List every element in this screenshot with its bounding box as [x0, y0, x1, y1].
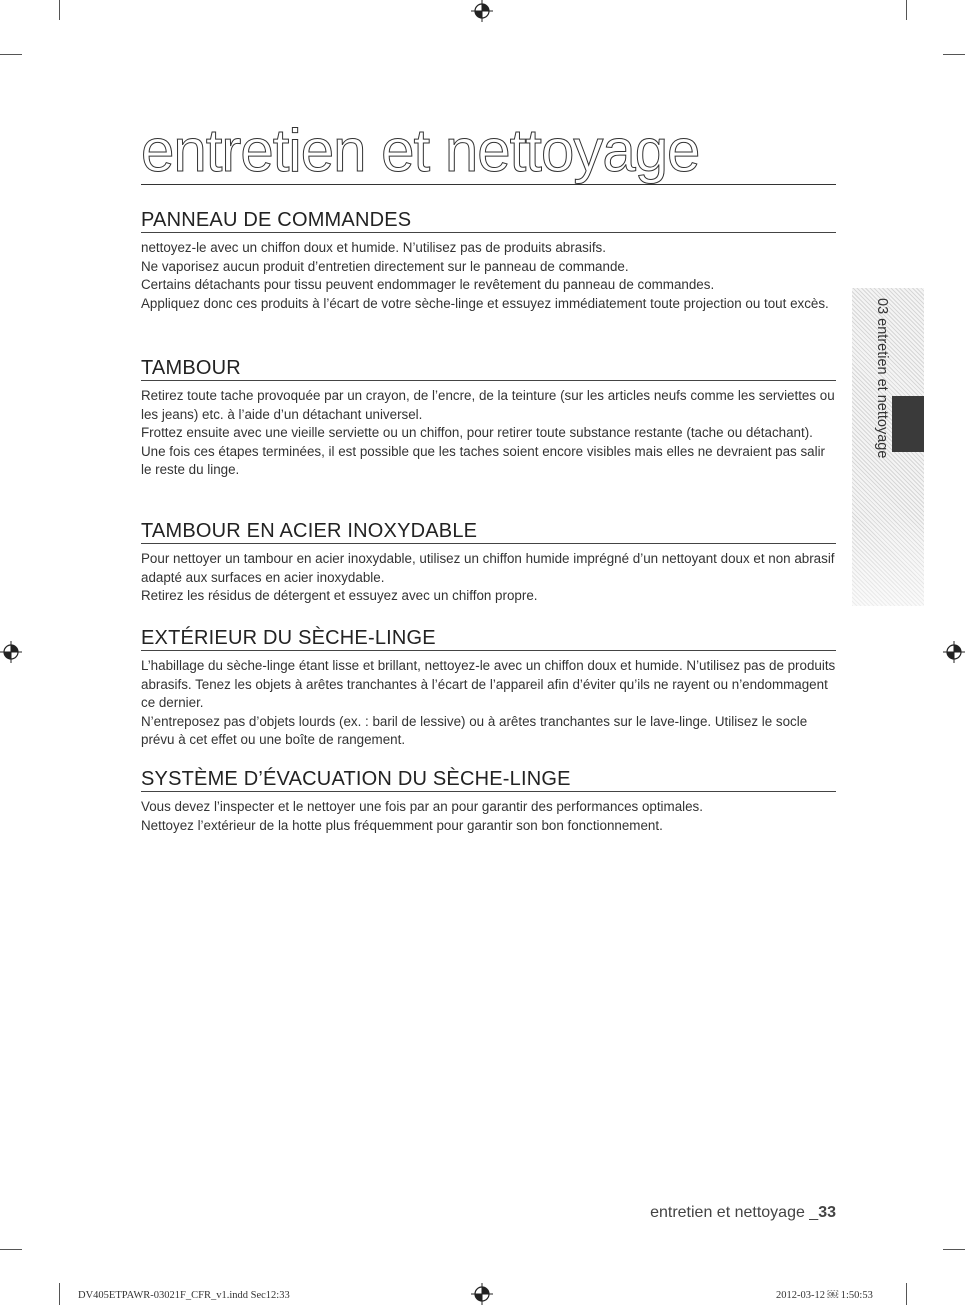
crop-mark [906, 1283, 907, 1305]
paragraph: Retirez toute tache provoquée par un crayon, de l’encre, de la teinture (sur les articles neufs comme les serviettes ou les jeans) etc. à l’aide d’un détachant universel. [141, 388, 835, 422]
section-heading: TAMBOUR EN ACIER INOXYDABLE [141, 520, 836, 544]
crop-mark [0, 54, 22, 55]
crop-mark [943, 54, 965, 55]
paragraph: Appliquez donc ces produits à l’écart de votre sèche-linge et essuyez immédiatement toute projection ou tout excès. [141, 295, 829, 311]
registration-mark-icon [471, 0, 493, 22]
section-tambour-acier-inoxydable [141, 520, 836, 606]
paragraph: Nettoyez l’extérieur de la hotte plus fréquemment pour garantir son bon fonctionnement. [141, 817, 663, 833]
page-number: 33 [818, 1204, 836, 1221]
crop-mark [59, 0, 60, 20]
print-slug-filename: DV405ETPAWR-03021F_CFR_v1.indd Sec12:33 [78, 1290, 290, 1301]
page-footer [600, 1204, 836, 1222]
section-panneau-de-commandes [141, 209, 836, 313]
section-heading: PANNEAU DE COMMANDES [141, 209, 836, 233]
section-exterieur-seche-linge [141, 627, 836, 750]
chapter-side-tab [852, 288, 924, 606]
chapter-title: entretien et nettoyage [141, 118, 836, 185]
paragraph: N’entreposez pas d’objets lourds (ex. : baril de lessive) ou à arêtes tranchantes sur le lave-linge. Utilisez le socle prévu à cet effet ou une boîte de rangement. [141, 713, 808, 748]
paragraph: Pour nettoyer un tambour en acier inoxydable, utilisez un chiffon humide imprégné d’un nettoyant doux et non abrasif adapté aux surfaces en acier inoxydable. [141, 551, 835, 585]
paragraph: Une fois ces étapes terminées, il est possible que les taches soient encore visibles mais elles ne devraient pas salir le reste du linge. [141, 443, 826, 478]
paragraph: nettoyez-le avec un chiffon doux et humide. N’utilisez pas de produits abrasifs. [141, 240, 606, 255]
registration-mark-icon [0, 641, 22, 663]
side-tab-label: 03 entretien et nettoyage [874, 298, 890, 459]
registration-mark-icon [471, 1283, 493, 1305]
tab-fade [852, 516, 924, 606]
print-slug-timestamp: 2012-03-12 ￼ 1:50:53 [776, 1290, 873, 1301]
section-heading: TAMBOUR [141, 357, 836, 381]
paragraph: Frottez ensuite avec une vieille serviette ou un chiffon, pour retirer toute substance restante (tache ou détachant). [141, 425, 813, 441]
paragraph: L’habillage du sèche-linge étant lisse et brillant, nettoyez-le avec un chiffon doux et humide. N’utilisez pas de produits abrasifs. Tenez les objets à arêtes tranchantes à l’écart de l’appareil afin d’éviter qu’ils ne rayent ou n’endommagent ce dernier. [141, 658, 836, 711]
section-systeme-evacuation [141, 768, 836, 835]
crop-mark [59, 1283, 60, 1305]
crop-mark [906, 0, 907, 20]
paragraph: Vous devez l’inspecter et le nettoyer une fois par an pour garantir des performances optimales. [141, 799, 703, 814]
tab-marker [892, 396, 924, 452]
registration-mark-icon [943, 641, 965, 663]
section-heading: SYSTÈME D’ÉVACUATION DU SÈCHE-LINGE [141, 768, 836, 792]
section-heading: EXTÉRIEUR DU SÈCHE-LINGE [141, 627, 836, 651]
crop-mark [943, 1249, 965, 1250]
section-tambour [141, 357, 836, 480]
paragraph: Ne vaporisez aucun produit d’entretien directement sur le panneau de commande. [141, 258, 629, 274]
paragraph: Retirez les résidus de détergent et essuyez avec un chiffon propre. [141, 588, 538, 604]
paragraph: Certains détachants pour tissu peuvent endommager le revêtement du panneau de commandes. [141, 277, 715, 293]
footer-text: entretien et nettoyage _ [650, 1204, 819, 1221]
crop-mark [0, 1249, 22, 1250]
